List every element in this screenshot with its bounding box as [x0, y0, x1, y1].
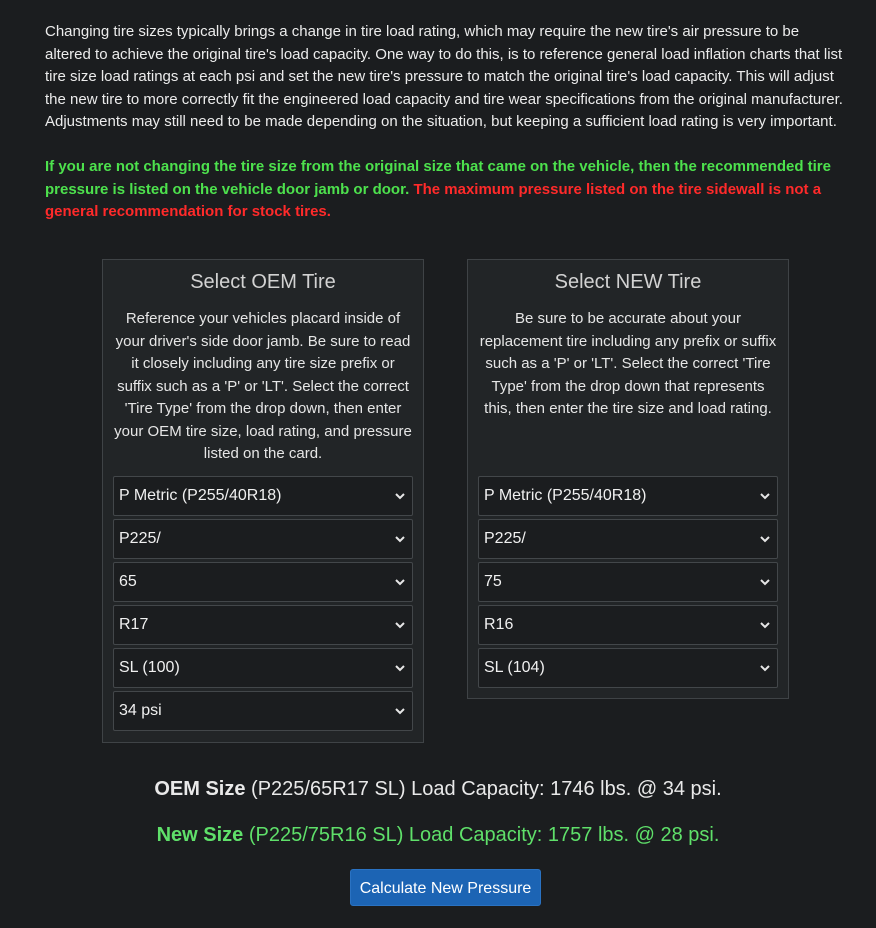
- chevron-down-icon: [394, 663, 406, 673]
- chevron-down-icon: [394, 534, 406, 544]
- oem-pressure-select[interactable]: [113, 691, 413, 731]
- oem-panel-title: Select OEM Tire: [190, 271, 336, 293]
- oem-aspect-value: 65: [119, 573, 137, 590]
- chevron-down-icon: [759, 620, 771, 630]
- new-size-label: New Size: [156, 824, 244, 846]
- new-aspect-value: 75: [484, 573, 502, 590]
- oem-pressure-value: 34 psi: [119, 702, 162, 719]
- new-width-select[interactable]: [478, 519, 778, 559]
- new-load-select[interactable]: [478, 648, 778, 688]
- new-rim-value: R16: [484, 616, 514, 633]
- intro-paragraph: Changing tire sizes typically brings a change in tire load rating, which may require the new tire's air pressure to be altered to achieve the original tire's load capacity. One way to do this, is to reference general load inflation charts that list tire size load ratings at each psi and set the new tire's pressure to match the original tire's load capacity. This will adjust the new tire to more correctly fit the engineered load capacity and tire wear specifications from the original manufacturer. Adjustments may still need to be made depending on the situation, but keeping a sufficient load rating is very important.: [45, 23, 843, 130]
- oem-width-value: P225/: [119, 530, 161, 547]
- oem-tire-type-value: P Metric (P255/40R18): [119, 487, 282, 504]
- oem-load-value: SL (100): [119, 659, 180, 676]
- new-aspect-select[interactable]: [478, 562, 778, 602]
- oem-rim-select[interactable]: [113, 605, 413, 645]
- new-panel-title: Select NEW Tire: [554, 271, 702, 293]
- oem-size-label: OEM Size: [154, 778, 246, 800]
- oem-tire-panel: [102, 259, 424, 743]
- new-tire-panel: [467, 259, 789, 699]
- new-size-details: (P225/75R16 SL) Load Capacity: 1757 lbs. @ 28 psi.: [248, 824, 720, 846]
- new-load-value: SL (104): [484, 659, 545, 676]
- oem-load-select[interactable]: [113, 648, 413, 688]
- oem-tire-type-select[interactable]: [113, 476, 413, 516]
- oem-aspect-select[interactable]: [113, 562, 413, 602]
- chevron-down-icon: [759, 534, 771, 544]
- chevron-down-icon: [759, 663, 771, 673]
- new-panel-description: Be sure to be accurate about your replacement tire including any prefix or suffix such as a 'P' or 'LT'. Select the correct 'Tire Type' from the drop down that represents this, then enter the tire size and load rating.: [479, 310, 777, 417]
- new-tire-type-select[interactable]: [478, 476, 778, 516]
- chevron-down-icon: [394, 491, 406, 501]
- notice-red-text: The maximum pressure listed on the tire sidewall is not a general recommendation for stock tires.: [45, 180, 822, 220]
- chevron-down-icon: [394, 577, 406, 587]
- new-size-result: [0, 823, 876, 847]
- oem-size-result: [0, 777, 876, 801]
- notice-green-text: If you are not changing the tire size from the original size that came on the vehicle, then the recommended tire pressure is listed on the vehicle door jamb or door.: [45, 158, 831, 198]
- oem-panel-description: Reference your vehicles placard inside of your driver's side door jamb. Be sure to read it closely including any tire size prefix or suffix such as a 'P' or 'LT'. Select the correct 'Tire Type' from the drop down, then enter your OEM tire size, load rating, and pressure listed on the card.: [114, 310, 412, 462]
- oem-size-details: (P225/65R17 SL) Load Capacity: 1746 lbs. @ 34 psi.: [251, 778, 722, 800]
- new-rim-select[interactable]: [478, 605, 778, 645]
- new-tire-type-value: P Metric (P255/40R18): [484, 487, 647, 504]
- new-width-value: P225/: [484, 530, 526, 547]
- chevron-down-icon: [394, 706, 406, 716]
- oem-rim-value: R17: [119, 616, 149, 633]
- chevron-down-icon: [394, 620, 406, 630]
- chevron-down-icon: [759, 577, 771, 587]
- calculate-new-pressure-button[interactable]: Calculate New Pressure: [350, 869, 541, 906]
- oem-width-select[interactable]: [113, 519, 413, 559]
- chevron-down-icon: [759, 491, 771, 501]
- notice-paragraph: [45, 156, 845, 224]
